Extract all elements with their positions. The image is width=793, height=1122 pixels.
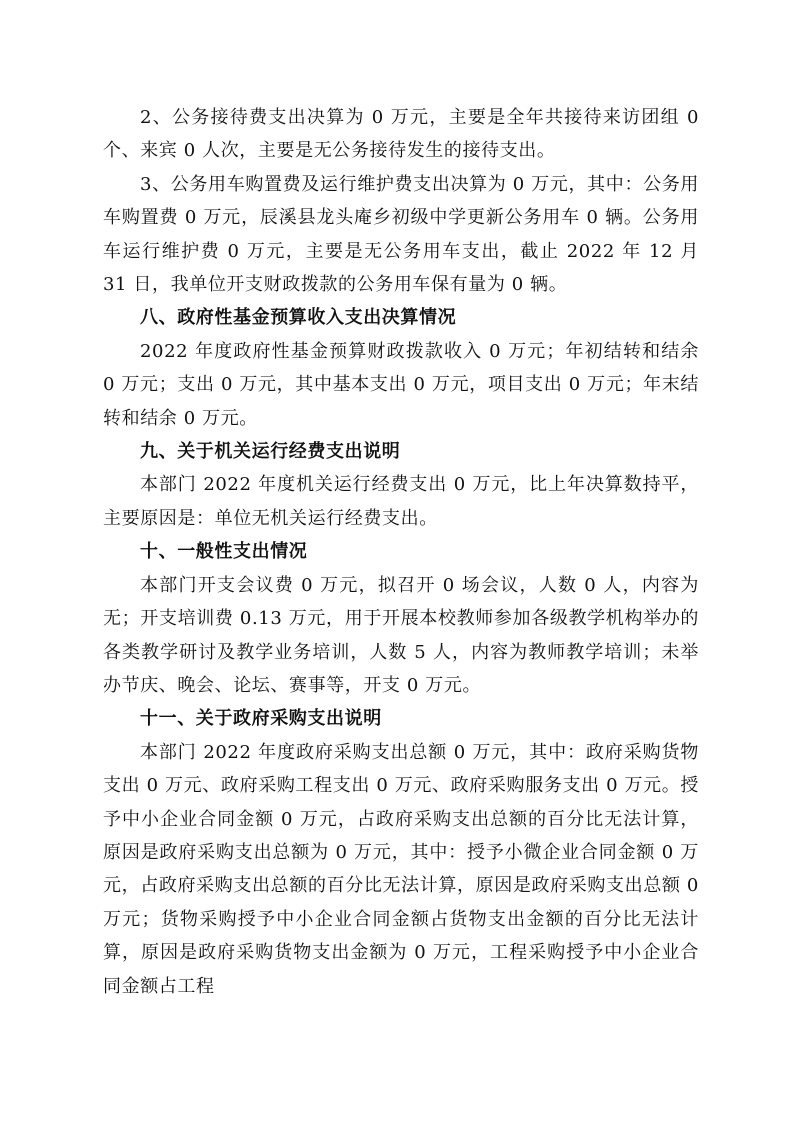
paragraph-reception-expense: 2、公务接待费支出决算为 0 万元，主要是全年共接待来访团组 0 个、来宾 0 人次，主要是无公务接待发生的接待支出。 (103, 107, 699, 162)
heading-section-10: 十、一般性支出情况 (140, 541, 308, 563)
heading-section-9: 九、关于机关运行经费支出说明 (140, 441, 401, 463)
heading-section-8: 八、政府性基金预算收入支出决算情况 (140, 307, 457, 329)
paragraph-vehicle-expense: 3、公务用车购置费及运行维护费支出决算为 0 万元，其中：公务用车购置费 0 万元，辰溪县龙头庵乡初级中学更新公务用车 0 辆。公务用车运行维护费 0 万元，主要是无公务用车支出，截止 2022 年 12 月 31 日，我单位开支财政拨款的公务用车保有量为 0 辆。 (103, 173, 699, 296)
paragraph-section-10: 本部门开支会议费 0 万元，拟召开 0 场会议，人数 0 人，内容为无；开支培训费 0.13 万元，用于开展本校教师参加各级教学机构举办的各类教学研讨及教学业务培训，人数 5 人，内容为教师教学培训；未举办节庆、晚会、论坛、赛事等，开支 0 万元。 (103, 574, 699, 696)
document-page (103, 101, 699, 1003)
paragraph-section-8: 2022 年度政府性基金预算财政拨款收入 0 万元；年初结转和结余 0 万元；支出 0 万元，其中基本支出 0 万元，项目支出 0 万元；年末结转和结余 0 万元。 (103, 340, 699, 429)
paragraph-section-11: 本部门 2022 年度政府采购支出总额 0 万元，其中：政府采购货物支出 0 万元、政府采购工程支出 0 万元、政府采购服务支出 0 万元。授予中小企业合同金额 0 万元，占政府采购支出总额的百分比无法计算，原因是政府采购支出总额为 0 万元，其中：授予小微企业合同金额 0 万元，占政府采购支出总额的百分比无法计算，原因是政府采购支出总额 0 万元；货物采购授予中小企业合同金额占货物支出金额的百分比无法计算，原因是政府采购货物支出金额为 0 万元，工程采购授予中小企业合同金额占工程 (103, 741, 699, 997)
paragraph-section-9: 本部门 2022 年度机关运行经费支出 0 万元，比上年决算数持平，主要原因是：单位无机关运行经费支出。 (103, 474, 699, 529)
heading-section-11: 十一、关于政府采购支出说明 (140, 708, 382, 730)
